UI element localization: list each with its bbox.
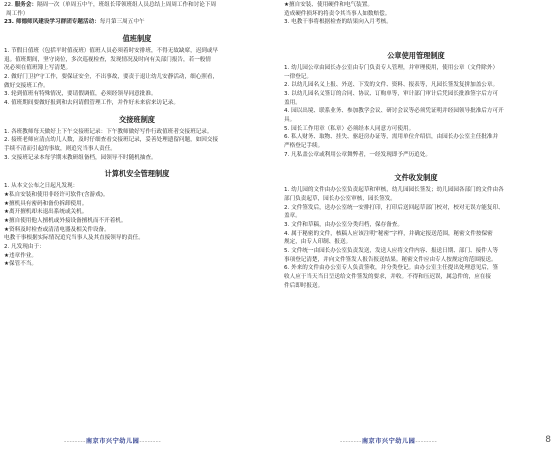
seal-line: 7. 凡私盖公章或利用公章舞弊者，一经发现即予严历追处。 [284,151,431,158]
docs-line: 2. 文件签发后，送办公室统一安排打印，打印后送回起草部门校对，校对无误方能复印、 [284,204,504,211]
docs-line: 3. 文件和草稿，由办公室分类归档，保存备查。 [284,221,403,228]
computer-line: ★擅自使用他人擅机或外接设备擅机而不开着机。 [4,218,127,225]
right-column [284,0,548,290]
duty-line: 做好交接班工作。 [4,82,49,89]
seal-line: 5. 园长工作用章（私章）必须经本人同意方可使用。 [284,125,415,132]
right-top-items [284,1,548,27]
docs-heading: 文件收发制度 [394,173,438,183]
left-footer [64,437,161,447]
duty-line: 1. 节假日值班（包括平时值夜班）值班人员必须着时安排班，不得无故缺席，迟到或早 [4,48,219,55]
right-footer-text: 南京市兴宁幼儿园 [361,438,416,445]
computer-line: ★私自安装和使用非经许可软件(含游戏)。 [4,192,109,199]
left-top-items [4,1,270,27]
footer-dash: -------- [340,438,362,445]
right-top-line: ★擅自安装、使用硬件和电气装置。 [284,2,373,8]
item-23-label: 师德师风建设学习群团专题活动： [15,19,100,26]
docs-line: 4. 属于秘密的文件，核稿人应该注明“秘密”字样，并确定报送范围，秘密文件按保密 [284,230,493,237]
duty-line: 况必须在值班簿上写清楚。 [4,65,72,72]
handover-heading: 交接班制度 [119,114,155,124]
computer-heading: 计算机安全管理制度 [104,169,170,179]
computer-line: ★保管不当。 [4,261,37,268]
duty-section [4,47,270,108]
computer-line: ★擅机具有密码和备份拆卸使用。 [4,200,88,207]
right-top-line: 造成硬件损坏的将责令其当事人如数赔偿。 [284,10,391,17]
left-footer-text: 南京市兴宁幼儿园 [85,438,140,445]
item-22-cont [4,10,270,19]
item-22-text: 隔周一次（单周五中午，班组长带领班组人员总结上周周工作和讨论下周 [37,2,217,8]
footer-dash: -------- [64,438,86,445]
computer-section [4,182,270,269]
computer-line: ★资料及时检查或清清电器及相关件设备。 [4,226,110,233]
seal-line: 4. 园以出境、联系业务、参加教学会议、研讨会议等必须凭证明并经园领导批准后方可开 [284,108,504,115]
handover-line: 手续不清而引起的事故，则追究当事人责任。 [4,146,116,153]
docs-line: 盖章。 [284,213,301,220]
item-22-cont-text: 周工作） [6,10,29,17]
handover-line: 1. 各班教师每天做好上下午交接班记录：下午教师做好写作行政值班者交接班记录。 [4,128,213,135]
seal-line: 严格登记手续。 [284,142,324,149]
computer-line: 电教干事根据实际情况追究当事人及其直接领导的责任。 [4,235,144,242]
item-23-text: 每月第三周五中午 [99,19,145,26]
duty-heading: 值班制度 [122,33,152,43]
seal-line: 一律登记。 [284,73,312,80]
item-23-num: 23. [4,19,16,26]
computer-line: ★离开擅机却未退出系统或关机。 [4,209,88,216]
docs-section [284,186,548,290]
footer-dash: -------- [415,438,438,445]
seal-line: 具。 [284,116,296,123]
seal-section [284,64,548,159]
seal-line: 盖用。 [284,99,301,106]
right-top-line: 3. 电教干事将根据检查的结果向入月考核。 [284,19,392,26]
docs-line: 规定，由专人印制、报送。 [284,239,352,246]
docs-line: 收人应于当天当日呈送给文件签发的要求，并收。不得和压迟误，属急件的，应在接 [284,273,491,280]
duty-line: 2. 做好门卫护守工作，要保证安全，不出事故，要责于退让幼儿安静活动，细心照看， [4,74,219,81]
right-footer [340,437,437,447]
docs-line: 6. 外来的文件由办公室专人负责签收，并分类登记。由办公室主任提出处理意见后，签 [284,265,499,272]
item-22-label: 服务会： [14,2,38,8]
computer-line: ★违章作业。 [4,252,37,259]
docs-line: 件后即时报送。 [284,282,324,289]
duty-line: 3. 轮到值班有特殊情况，要请假调值，必须经领导同意批准。 [4,91,157,98]
seal-line: 1. 幼儿园公章由园长办公室由专门负责专人管理，并审理使用，使用公章（文件除外） [284,65,499,72]
docs-line: 事项登记清楚，并向文件签发人报告报送结果。秘密文件应由专人按规定的范围报送。 [284,256,497,263]
seal-heading: 公章使用管理制度 [387,50,445,60]
seal-line: 3. 以幼儿园名义签订的合同、协议、订购单等，审计部门审计后凭园长批准签字后方可 [284,91,499,98]
docs-line: 1. 幼儿园的文件由办公室负责起草和审核，幼儿园园长签发；幼儿园园各部门的文件由各 [284,187,504,194]
handover-line: 2. 接班老师应清点幼儿人数，及时仔细查看交接班记录，妥善处理遗留问题，如因交接 [4,137,219,144]
docs-line: 部门负责起草，园长办公室审核，园长签发。 [284,196,396,202]
duty-line: 退。值班期间，坚守岗位，多次巡视检查，发现情况及时向有关部门报告，若一般情 [4,56,211,63]
duty-line: 4. 值班期间要做好报到和去问请假管理工作，并作好未来宿来访记录。 [4,99,179,106]
item-23 [4,18,270,27]
page-number: 8 [545,435,551,445]
seal-line: 6. 私人财务、取物、挂失、驱赶房办证等，需用单位介绍信，由园长办公室主任批准并 [284,134,499,141]
handover-line: 3. 交接班记录本每学期末教研组备档，园领导不时随机抽查。 [4,154,157,161]
docs-line: 5. 文件统一由园长办公室负责发送，发送人应将文件内容、报送日期、部门、接件人等 [284,247,499,254]
left-column [4,0,270,269]
computer-line: 1. 从本文公布之日起凡发现： [4,183,79,190]
computer-line: 2. 凡发现由于： [4,244,45,251]
item-22 [4,1,270,10]
seal-line: 2. 以幼儿园名义上报、外送、下发的文件、资料、报表等，凡园长签发复拼加盖公章。 [284,82,499,89]
footer-dash: -------- [139,438,162,445]
item-22-num: 22. [4,2,15,8]
handover-section [4,128,270,163]
